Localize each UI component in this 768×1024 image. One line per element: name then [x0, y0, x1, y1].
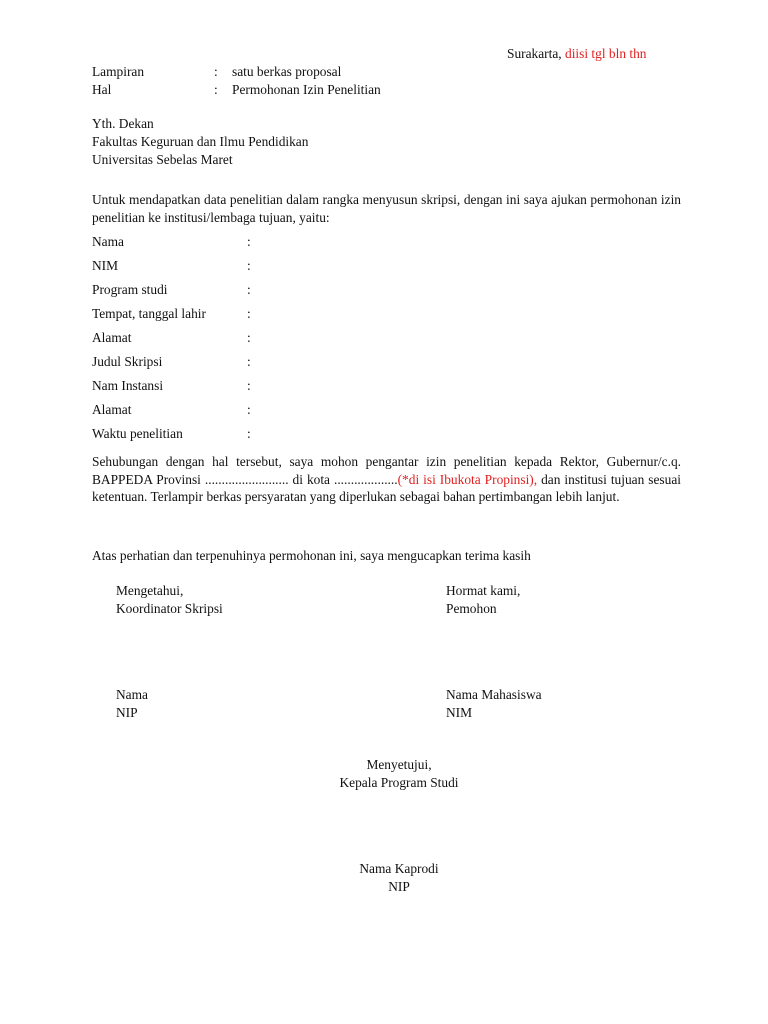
field-colon: : [247, 234, 251, 249]
field-label: Program studi [92, 282, 168, 297]
recipient-line-1: Yth. Dekan [92, 116, 154, 131]
field-label: Alamat [92, 402, 132, 417]
hal-value: Permohonan Izin Penelitian [232, 82, 381, 97]
field-colon: : [247, 306, 251, 321]
lampiran-label: Lampiran [92, 64, 145, 79]
lampiran-colon: : [214, 64, 218, 79]
field-label: Nama [92, 234, 124, 249]
field-label: Judul Skripsi [92, 354, 163, 369]
sign-left-id: NIP [116, 705, 138, 720]
hal-colon: : [214, 82, 218, 97]
field-label: Waktu penelitian [92, 426, 183, 441]
field-colon: : [247, 378, 251, 393]
date-placeholder: diisi tgl bln thn [565, 46, 647, 61]
recipient-line-2: Fakultas Keguruan dan Ilmu Pendidikan [92, 134, 309, 149]
recipient-line-3: Universitas Sebelas Maret [92, 152, 233, 167]
city-text: Surakarta, [507, 46, 562, 61]
sign-left-name: Nama [116, 687, 148, 702]
approval-line-2: Kepala Program Studi [339, 775, 459, 790]
request-paragraph [92, 453, 681, 506]
sign-right-name: Nama Mahasiswa [446, 687, 542, 702]
lampiran-value: satu berkas proposal [232, 64, 342, 79]
field-label: Alamat [92, 330, 132, 345]
closing-text: Atas perhatian dan terpenuhinya permohonan ini, saya mengucapkan terima kasih [92, 548, 531, 563]
sign-right-line-1: Hormat kami, [446, 583, 521, 598]
hal-label: Hal [92, 82, 112, 97]
sign-right-line-2: Pemohon [446, 601, 497, 616]
request-note: (*di isi Ibukota Propinsi), [397, 471, 538, 487]
field-label: Nam Instansi [92, 378, 164, 393]
field-colon: : [247, 330, 251, 345]
request-text-1: Sehubungan dengan hal tersebut, saya mohon pengantar izin penelitian kepada Rektor, Gubernur/c.q. BAPPEDA Provinsi ......................... di kota ................... [92, 454, 681, 487]
intro-paragraph: Untuk mendapatkan data penelitian dalam rangka menyusun skripsi, dengan ini saya ajukan permohonan izin penelitian ke institusi/lembaga tujuan, yaitu: [92, 192, 681, 225]
request-text-2: dan institusi tujuan sesuai ketentuan. Terlampir berkas persyaratan yang diperlukan sebagai bahan pertimbangan lebih lanjut. [92, 471, 681, 504]
field-label: NIM [92, 258, 119, 273]
approval-id: NIP [388, 879, 410, 894]
date-line [507, 45, 646, 62]
field-colon: : [247, 354, 251, 369]
field-colon: : [247, 402, 251, 417]
field-colon: : [247, 426, 251, 441]
field-colon: : [247, 282, 251, 297]
sign-left-line-1: Mengetahui, [116, 583, 184, 598]
approval-name: Nama Kaprodi [359, 861, 439, 876]
sign-right-id: NIM [446, 705, 473, 720]
field-label: Tempat, tanggal lahir [92, 306, 206, 321]
sign-left-line-2: Koordinator Skripsi [116, 601, 223, 616]
field-colon: : [247, 258, 251, 273]
approval-line-1: Menyetujui, [366, 757, 432, 772]
